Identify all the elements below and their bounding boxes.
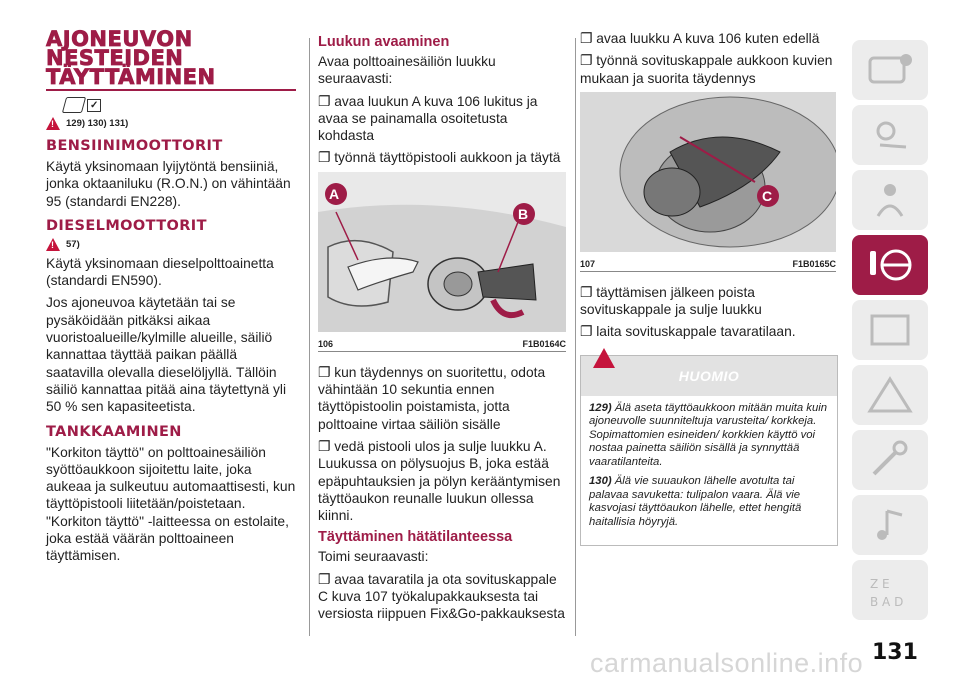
tab-index[interactable] <box>852 560 928 620</box>
safety-icon <box>860 176 920 224</box>
chapter-title <box>46 27 298 89</box>
figure-caption-106: 106 F1B0164C <box>318 338 566 349</box>
tab-multimedia[interactable] <box>852 495 928 555</box>
step-2: ❐ työnnä täyttöpistooli aukkoon ja täytä <box>318 149 566 166</box>
column-3 <box>580 30 838 546</box>
note-129: 129) Älä aseta täyttöaukkoon mitään muita kuin ajoneuvolle suunniteltuja varusteita/ korkkeja. Sopimattomien esineiden/ korkkien käyttö voi nostaa painetta säiliön sisällä ja synnyttää vaaratilanteita. <box>589 401 828 468</box>
para-bensiini: Käytä yksinomaan lyijytöntä bensiiniä, jonka oktaaniluku (R.O.N.) on vähintään 95 (standardi EN228). <box>46 159 291 209</box>
car-info-icon <box>860 46 920 94</box>
section-bensiini: BENSIINIMOOTTORIT <box>46 138 223 154</box>
svg-text:B A D: B A D <box>870 595 904 609</box>
figure-106 <box>318 172 566 352</box>
fuel-door-illustration <box>318 172 566 332</box>
column-divider-2 <box>575 38 576 636</box>
tab-car-info[interactable] <box>852 40 928 100</box>
subheading-open: Luukun avaaminen <box>318 34 450 50</box>
para-tank: "Korkiton täyttö" on polttoainesäiliön syöttöaukkoon sijoitettu laite, joka aukeaa ja sulkeutuu automaattisesti, kun täyttöpistooli liitetään/poistetaan. "Korkiton täyttö" -laitteessa on estolaite, joka estää väärän polttoaineen täyttämisen. <box>46 444 296 564</box>
step-4: ❐ vedä pistooli ulos ja sulje luukku A. Luukussa on pölysuojus B, joka estää epäpuhtauksien ja pölyn kerääntymisen täyttöaukon reunalle luukun ollessa kiinni. <box>318 438 566 524</box>
label-c: C <box>762 187 773 204</box>
music-note-icon <box>860 501 920 549</box>
warning-note-body <box>581 396 837 546</box>
para-diesel-1: Käytä yksinomaan dieselpolttoainetta (standardi EN590). <box>46 255 274 289</box>
fuel-pump-icon: ✓ <box>64 97 298 113</box>
para-diesel-2: Jos ajoneuvoa käytetään tai se pysäköidään pitkäksi aikaa vuoristoalueille/kylmille alueille, säiliö kannattaa täyttää paikan päällä saatavilla olevalla dieselöljyllä. Tällöin säiliö kannattaa pitää aina täytettynä yli 50 % sen kapasiteetista. <box>46 295 287 415</box>
subheading-emergency: Täyttäminen hätätilanteessa <box>318 529 513 546</box>
tab-safety[interactable] <box>852 170 928 230</box>
warning-light-icon <box>860 306 920 354</box>
note-title: HUOMIO <box>678 367 740 384</box>
warning-icon <box>46 238 60 251</box>
step-5: ❐ avaa tavaratila ja ota sovituskappale C kuva 107 työkalupakkauksesta tai versiosta riippuen Fix&Go-pakkauksesta <box>318 571 566 623</box>
figure-107 <box>580 92 836 272</box>
tab-maintenance[interactable] <box>852 430 928 490</box>
label-a: A <box>329 185 340 202</box>
tab-warning-lights[interactable] <box>852 300 928 360</box>
adapter-illustration <box>580 92 836 252</box>
step-6: ❐ avaa luukku A kuva 106 kuten edellä <box>580 30 838 47</box>
tab-lights[interactable] <box>852 105 928 165</box>
step-8: ❐ täyttämisen jälkeen poista sovituskappale ja sulje luukku <box>580 284 838 319</box>
label-b: B <box>518 205 529 222</box>
steering-wheel-icon <box>860 241 920 289</box>
tab-emergency[interactable] <box>852 365 928 425</box>
column-divider-1 <box>309 38 310 636</box>
step-7: ❐ työnnä sovituskappale aukkoon kuvien mukaan ja suorita täydennys <box>580 52 838 87</box>
lights-icon <box>860 111 920 159</box>
step-3: ❐ kun täydennys on suoritettu, odota vähintään 10 sekuntia ennen täyttöpistoolin poistamista, jotta polttoaine virtaa säiliön sisälle <box>318 364 566 433</box>
para-emergency: Toimi seuraavasti: <box>318 549 429 565</box>
title-line-2: NESTEIDEN <box>46 46 184 70</box>
column-1 <box>46 27 298 570</box>
diesel-ref: ! 57) <box>46 238 298 251</box>
warning-note-header <box>581 356 837 396</box>
svg-text:Z E: Z E <box>870 577 890 591</box>
emergency-icon <box>860 371 920 419</box>
chapter-sidebar <box>852 40 928 625</box>
warning-ref: ! 129) 130) 131) <box>46 117 298 130</box>
figure-caption-107: 107 F1B0165C <box>580 258 836 269</box>
warning-icon <box>46 117 60 130</box>
step-9: ❐ laita sovituskappale tavaratilaan. <box>580 323 838 340</box>
wrench-icon <box>860 436 920 484</box>
column-2 <box>318 30 566 628</box>
title-line-1: AJONEUVON <box>46 27 193 51</box>
warning-note-box <box>580 355 838 547</box>
warning-triangle-icon <box>593 348 615 368</box>
note-130: 130) Älä vie suuaukon lähelle avotulta tai palavaa savuketta: tulipalon vaara. Älä vie kasvojasi täyttöaukon lähelle, ettet hengitä haitallisia höyryjä. <box>589 475 802 528</box>
watermark: carmanualsonline.info <box>590 648 864 678</box>
alphabet-index-icon <box>860 566 920 614</box>
tab-starting-driving[interactable] <box>852 235 928 295</box>
section-tank: TANKKAAMINEN <box>46 423 182 440</box>
title-underline <box>46 89 296 91</box>
page-number: 131 <box>872 640 918 665</box>
step-1: ❐ avaa luukun A kuva 106 lukitus ja avaa se painamalla osoitetusta kohdasta <box>318 93 566 145</box>
title-line-3: TÄYTTÄMINEN <box>46 65 216 89</box>
para-open: Avaa polttoainesäiliön luukku seuraavasti: <box>318 54 496 87</box>
section-diesel: DIESELMOOTTORIT <box>46 217 207 234</box>
